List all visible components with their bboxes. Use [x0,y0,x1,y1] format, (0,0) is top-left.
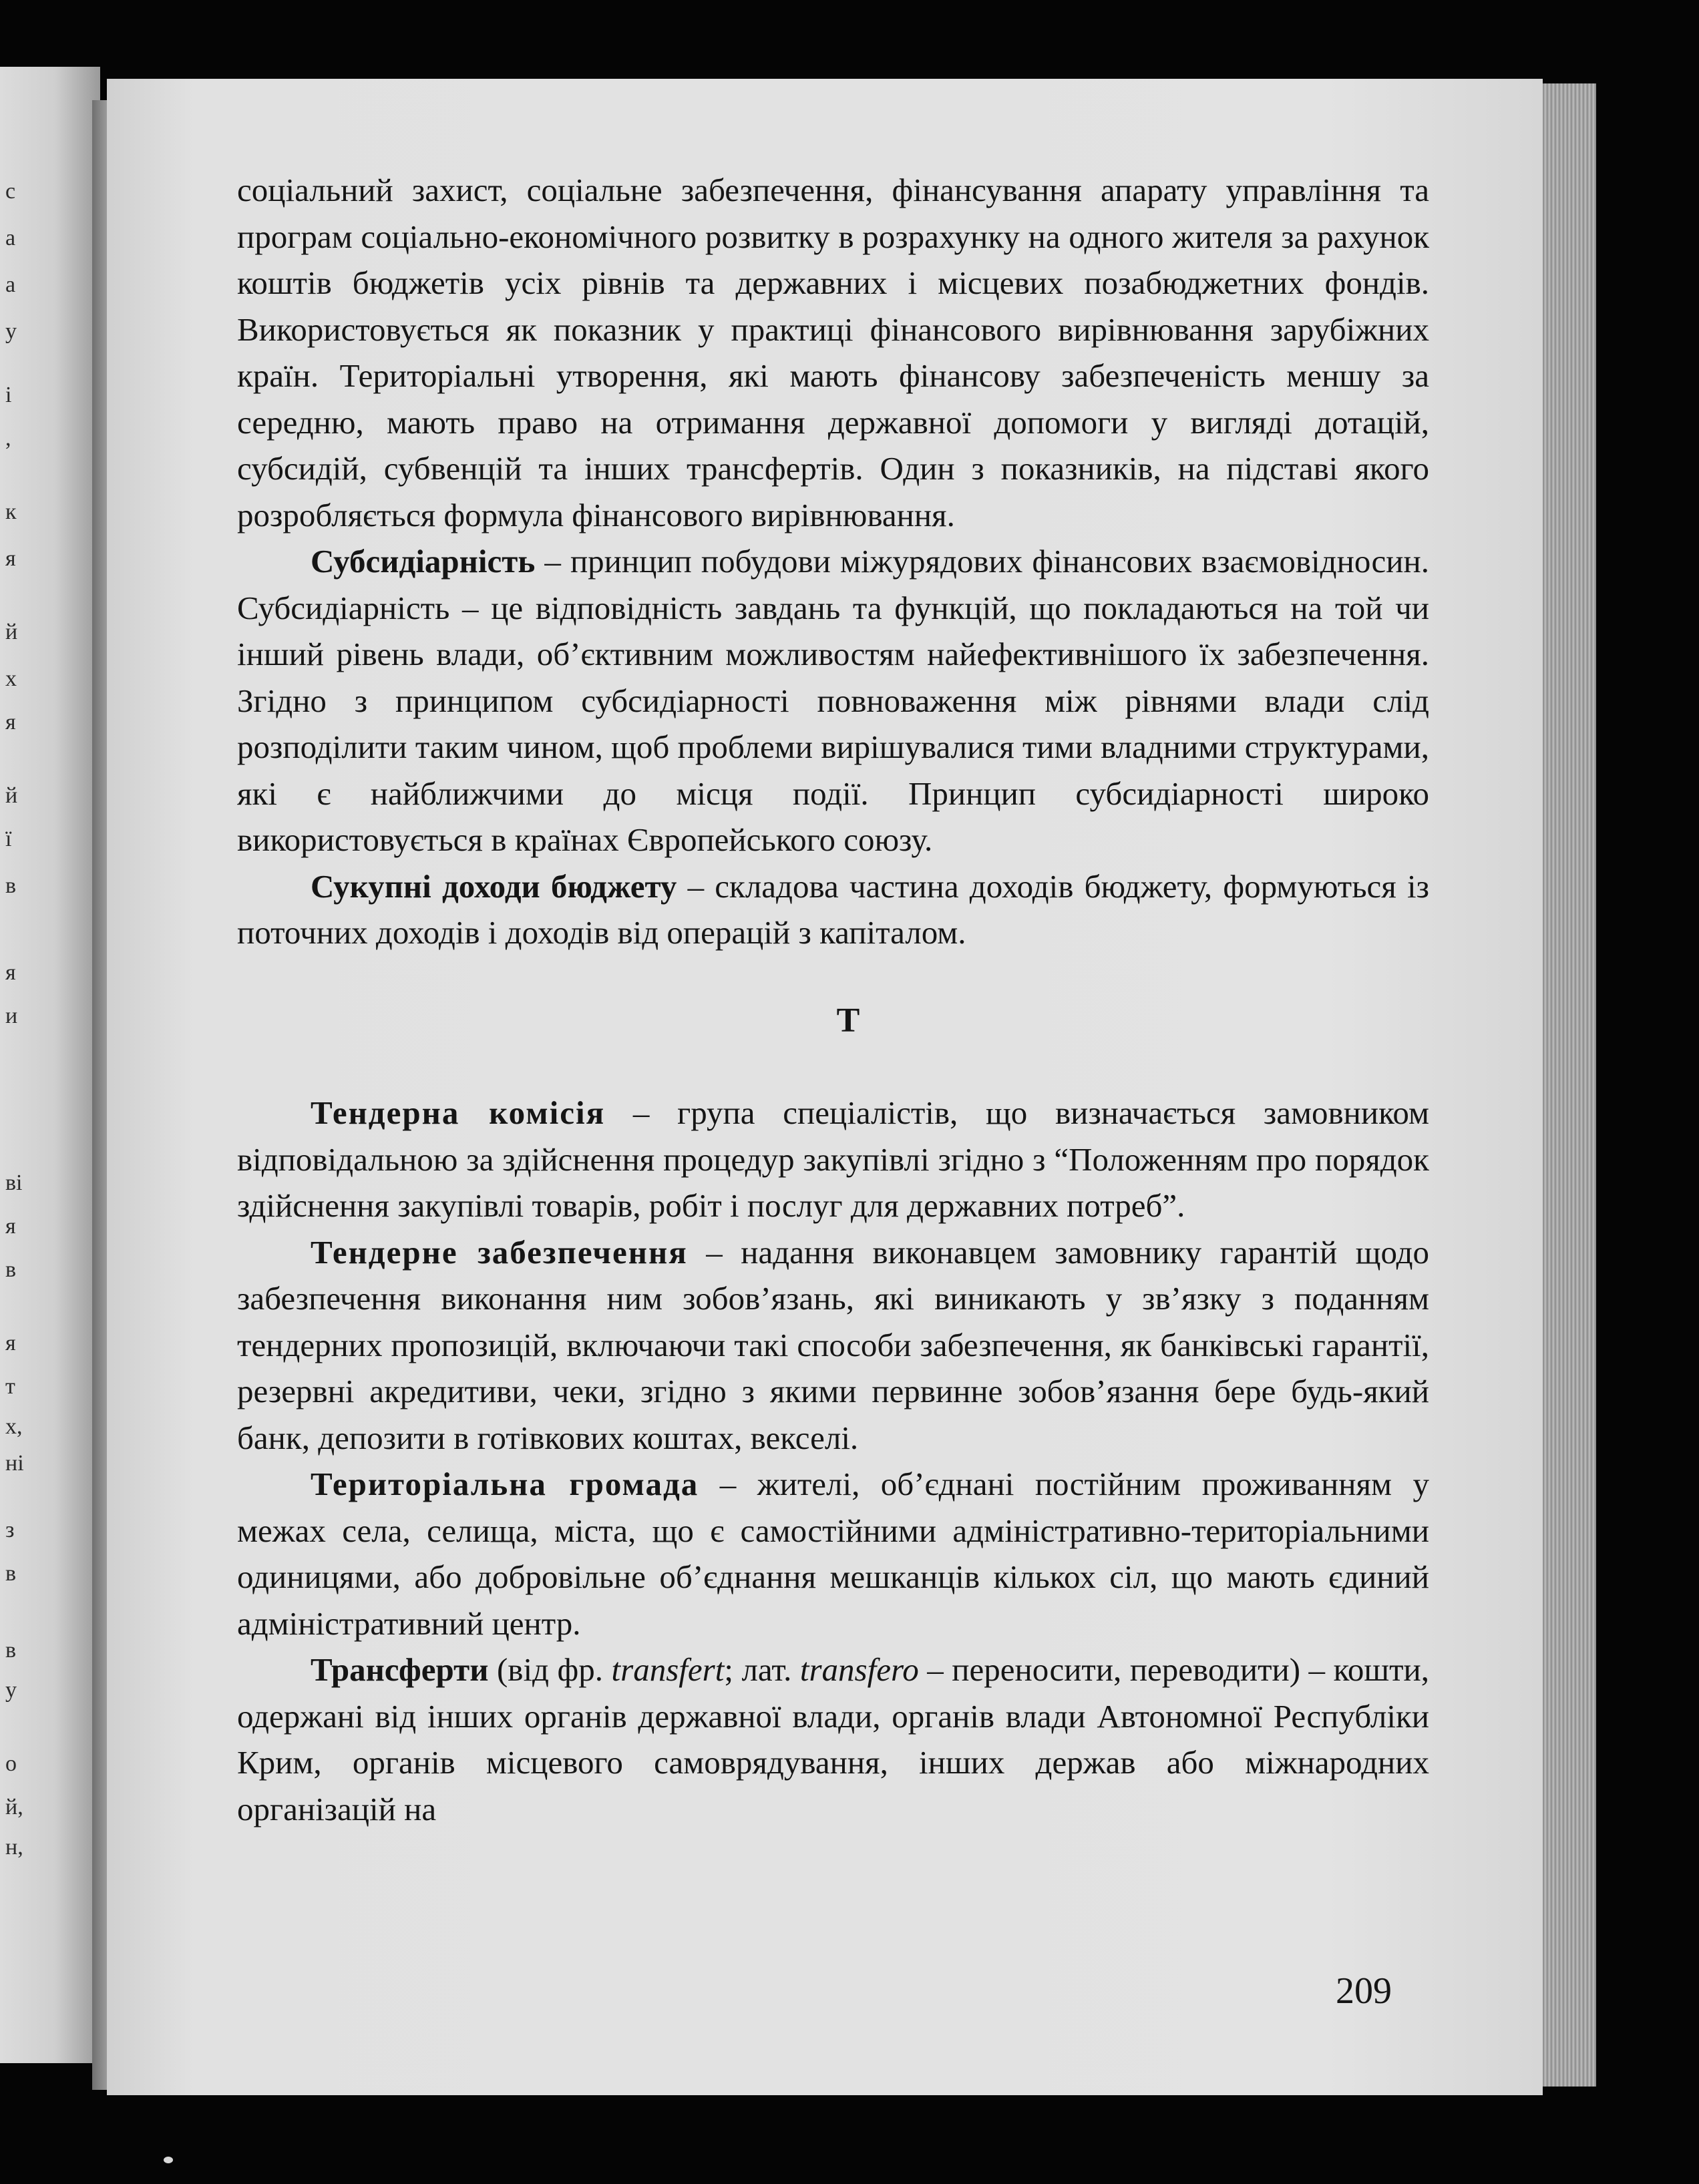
left-edge-char: й, [5,1795,23,1819]
entry-definition: (від фр. [488,1651,612,1688]
paragraph-continuation [237,167,1429,538]
left-edge-char: х [5,666,17,691]
left-edge-char: я [5,1331,16,1355]
left-edge-char: , [5,426,11,451]
entry-term: Територіальна громада [311,1466,699,1502]
entry-territorial-community [237,1461,1429,1647]
entry-definition: – переносити, переводити) – кошти, одержані від інших органів державної влади, органів влади Автономної Республіки Крим, органів місцевого самоврядування, інших держав або міжнародних організацій на [237,1651,1429,1827]
left-edge-char: к [5,499,17,524]
left-edge-char: ві [5,1170,23,1195]
left-edge-char: т [5,1374,15,1399]
entry-term: Тендерна комісія [311,1094,606,1131]
left-edge-char: і [5,383,12,407]
left-edge-char: й [5,783,18,808]
left-edge-char: в [5,1257,17,1282]
entry-definition: ; лат. [724,1651,800,1688]
left-edge-char: и [5,1004,18,1028]
left-edge-char: а [5,272,16,297]
page-text [237,167,1429,1832]
left-edge-char: у [5,1678,17,1703]
left-edge-char: х, [5,1414,23,1439]
entry-foreign-word: transfert [611,1651,725,1688]
entry-term: Трансферти [311,1651,489,1688]
page-number: 209 [1336,1970,1392,2012]
left-edge-char: в [5,1638,17,1663]
left-edge-char: я [5,546,16,571]
left-edge-char: ні [5,1451,24,1476]
entry-foreign-word: transfero [799,1651,919,1688]
left-edge-char: н, [5,1835,23,1860]
entry-definition: – складова частина доходів бюджету, формуються із поточних доходів і доходів від операцій з капіталом. [237,867,1429,951]
entry-definition: – група спеціалістів, що визначається замовником відповідальною за здійснення процедур закупівлі згідно з “Положенням про порядок здійснення закупівлі товарів, робіт і послуг для державних потреб”. [237,1094,1429,1224]
left-edge-char: в [5,873,17,898]
left-edge-char: я [5,1214,16,1239]
left-edge-char: а [5,226,16,250]
left-page-edge [0,67,100,2063]
entry-term: Тендерне забезпечення [311,1233,688,1271]
entry-term: Субсидіарність [311,543,536,580]
entry-total-budget-revenue [237,863,1429,956]
dust-speck [164,2157,173,2163]
left-edge-char: з [5,1518,15,1542]
entry-transfers [237,1647,1429,1832]
entry-definition: – принцип побудови міжурядових фінансових взаємовідносин. Субсидіарність – це відповідність завдань та функцій, що покладаються на той чи інший рівень влади, об’єктивним можливостям найефективнішого їх забезпечення. Згідно з принципом субсидіарності повноваження між рівнями влади слід розподілити таким чином, щоб проблеми вирішувалися тими владними структурами, які є найближчими до місця події. Принцип субсидіарності широко використовується в країнах Європейського союзу. [237,543,1429,858]
left-edge-char: с [5,179,16,204]
entry-tender-security [237,1229,1429,1462]
left-edge-char: я [5,710,16,734]
left-edge-char: ї [5,827,12,851]
left-edge-char: у [5,319,17,344]
entry-term: Сукупні доходи бюджету [311,867,677,905]
entry-definition: – надання виконавцем замовнику гарантій щодо забезпечення виконання ним зобов’язань, які виникають у зв’язку з поданням тендерних пропозицій, включаючи такі способи забезпечення, як банківські гарантії, резервні акредитиви, чеки, згідно з якими первинне зобов’язання бере будь-який банк, депозити в готівкових коштах, векселі. [237,1233,1429,1456]
entry-definition: – жителі, об’єднані постійним проживанням у межах села, селища, міста, що є самостійними адміністративно-територіальними одиницями, або добровільне об’єднання мешканців кількох сіл, що мають єдиний адміністративний центр. [237,1466,1429,1642]
left-edge-char: й [5,620,18,644]
left-edge-char: я [5,960,16,985]
entry-subsidiarity [237,538,1429,863]
entry-tender-commission [237,1090,1429,1229]
left-edge-char: в [5,1561,17,1586]
left-edge-char: о [5,1751,17,1776]
section-letter: Т [836,1001,860,1040]
paragraph-text: соціальний захист, соціальне забезпечення, фінансування апарату управління та програм соціально-економічного розвитку в розрахунку на одного жителя за рахунок коштів бюджетів усіх рівнів та державних і місцевих позабюджетних фондів. Використовується як показник у практиці фінансового вирівнювання зарубіжних країн. Територіальні утворення, які мають фінансову забезпеченість меншу за середню, мають право на отримання державної допомоги у вигляді дотацій, субсидій, субвенцій та інших трансфертів. Один з показників, на підставі якого розробляється формула фінансового вирівнювання. [237,172,1429,533]
